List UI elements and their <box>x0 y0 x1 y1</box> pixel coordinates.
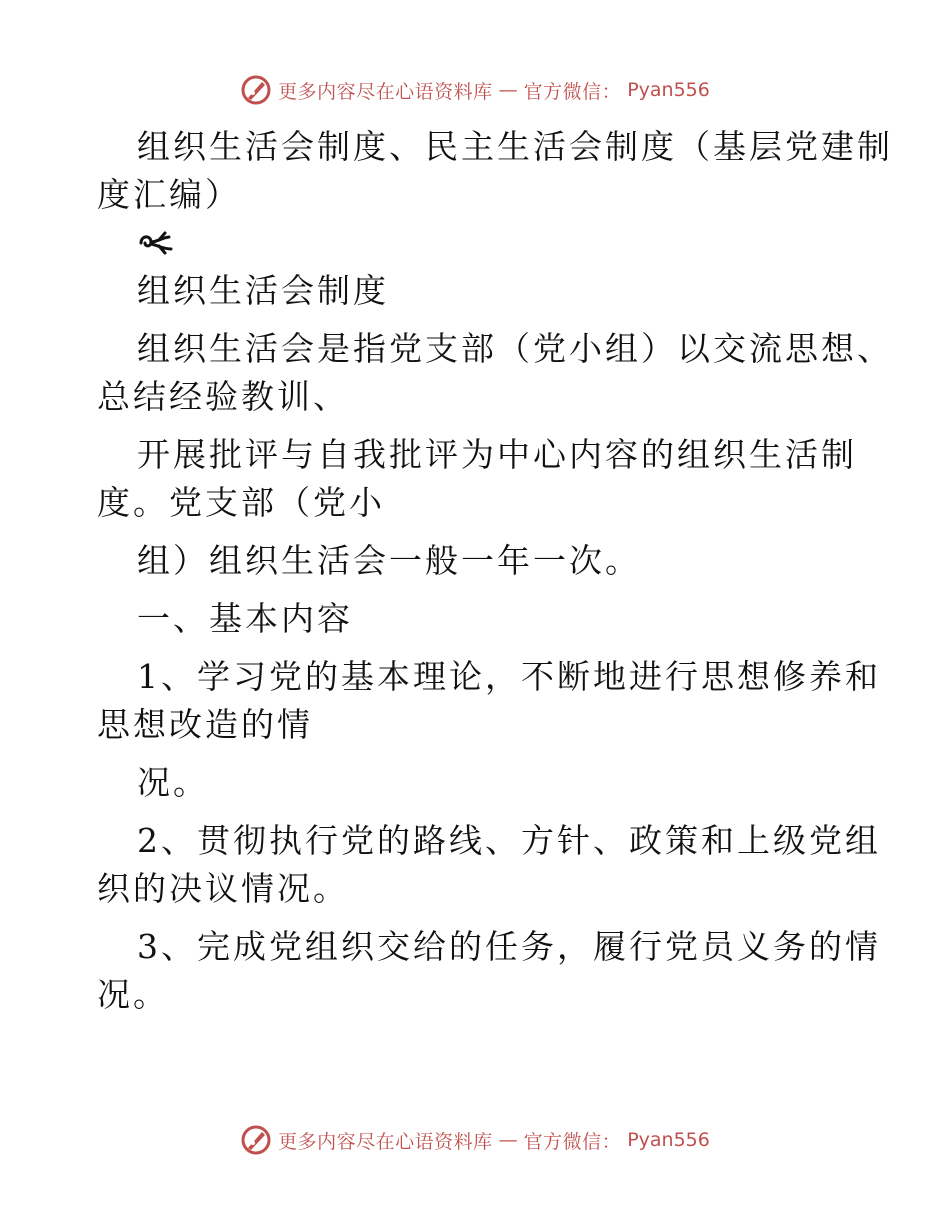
quill-logo-icon <box>240 74 272 106</box>
item-2-line-1: 2、贯彻执行党的路线、方针、政策和上级党组 <box>137 821 881 860</box>
paragraph-2-line-1: 开展批评与自我批评为中心内容的组织生活制 <box>137 435 857 474</box>
banner-separator: — <box>498 1129 518 1151</box>
item-2-line-2: 织的决议情况。 <box>97 869 349 908</box>
banner-separator: — <box>498 79 518 101</box>
banner-wechat-id: Pyan556 <box>627 1129 710 1151</box>
paragraph-2-line-2: 度。党支部（党小 <box>97 483 385 522</box>
section-title: 组织生活会制度 <box>137 271 389 310</box>
paragraph-1-line-1: 组织生活会是指党支部（党小组）以交流思想、 <box>137 329 893 368</box>
banner-slogan: 更多内容尽在心语资料库 <box>278 80 493 103</box>
heading-basic-content: 一、基本内容 <box>137 599 353 638</box>
banner-wechat-id: Pyan556 <box>627 79 710 101</box>
quill-logo-icon <box>240 1124 272 1156</box>
paragraph-3: 组）组织生活会一般一年一次。 <box>137 541 641 580</box>
paragraph-1-line-2: 总结经验教训、 <box>97 377 349 416</box>
fleuron-icon <box>135 229 175 257</box>
footer-banner <box>0 1120 950 1160</box>
item-3-line-2: 况。 <box>97 975 169 1014</box>
document-body <box>97 123 893 1019</box>
banner-slogan: 更多内容尽在心语资料库 <box>278 1130 493 1153</box>
item-1-line-3: 况。 <box>137 763 209 802</box>
banner-wechat-label: 官方微信： <box>523 80 622 103</box>
item-3-line-1: 3、完成党组织交给的任务，履行党员义务的情 <box>137 927 881 966</box>
banner-wechat-label: 官方微信： <box>523 1130 622 1153</box>
doc-title-line-1: 组织生活会制度、民主生活会制度（基层党建制 <box>137 127 893 166</box>
item-1-line-1: 1、学习党的基本理论，不断地进行思想修养和 <box>137 657 881 696</box>
doc-title-line-2: 度汇编） <box>97 175 241 214</box>
header-banner <box>0 70 950 110</box>
item-1-line-2: 思想改造的情 <box>97 705 313 744</box>
